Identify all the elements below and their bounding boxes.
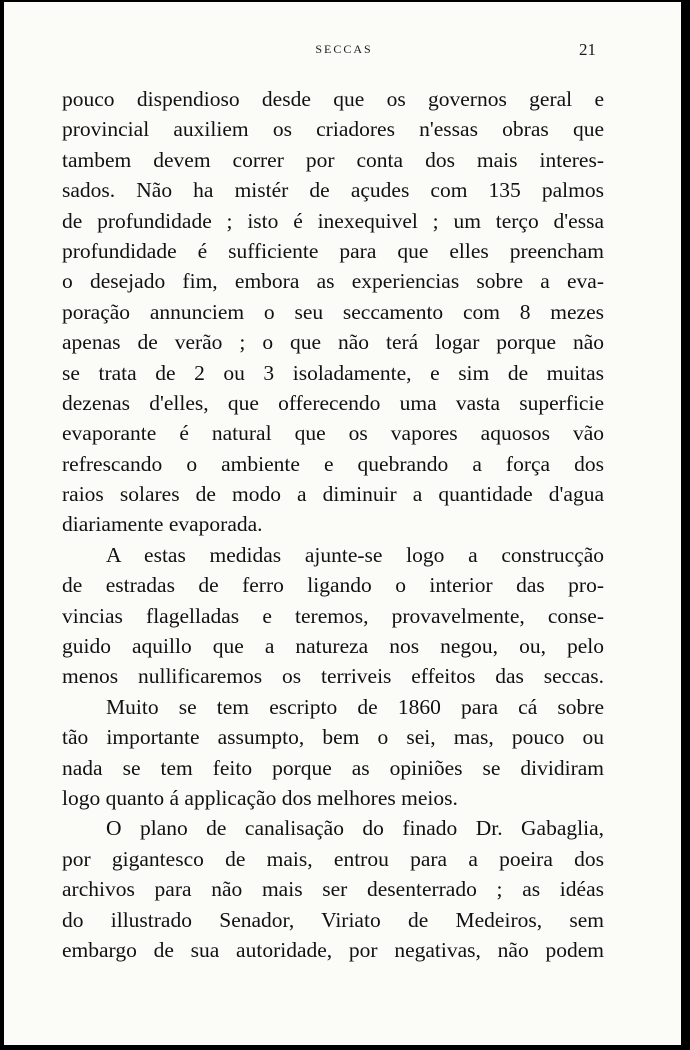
text-line: do illustrado Senador, Viriato de Medeiros, sem [62,907,604,932]
text-line: por gigantesco de mais, entrou para a poeira dos [62,846,604,871]
text-line: se trata de 2 ou 3 isoladamente, e sim de muitas [62,360,604,385]
text-line: menos nullificaremos os terriveis effeitos das seccas. [62,664,604,689]
text-line: sados. Não ha mistér de açudes com 135 palmos [62,178,604,203]
text-line: diariamente evaporada. [62,512,263,537]
text-line: vincias flagelladas e teremos, provavelmente, conse- [62,603,604,628]
page-number: 21 [579,40,596,59]
text-line: tão importante assumpto, bem o sei, mas, pouco ou [62,725,604,750]
text-line: guido aquillo que a natureza nos negou, ou, pelo [62,634,604,659]
text-line: de profundidade ; isto é inexequivel ; um terço d'essa [62,208,604,233]
text-line: pouco dispendioso desde que os governos geral e [62,87,604,111]
text-line: raios solares de modo a diminuir a quantidade d'agua [62,482,604,507]
running-head: SECCAS [315,42,373,56]
book-page [4,2,684,1045]
body-text [62,84,604,965]
text-line: apenas de verão ; o que não terá logar porque não [62,330,604,355]
text-line: tambem devem correr por conta dos mais interes- [62,147,604,172]
text-line: logo quanto á applicação dos melhores meios. [62,785,458,810]
text-line: Muito se tem escripto de 1860 para cá sobre [106,694,604,719]
text-line: archivos para não mais ser desenterrado ; as idéas [62,877,604,902]
text-line: A estas medidas ajunte-se logo a construcção [106,542,604,567]
text-line: o desejado fim, embora as experiencias sobre a eva- [62,269,604,294]
text-line: provincial auxiliem os criadores n'essas obras que [62,117,604,142]
text-line: profundidade é sufficiente para que elles preencham [62,238,604,263]
text-line: embargo de sua autoridade, por negativas, não podem [62,937,604,962]
text-line: dezenas d'elles, que offerecendo uma vasta superficie [62,390,604,415]
text-line: evaporante é natural que os vapores aquosos vão [62,421,604,446]
page-header [4,42,684,66]
text-line: poração annunciem o seu seccamento com 8 mezes [62,299,604,324]
text-line: refrescando o ambiente e quebrando a força dos [62,451,604,476]
text-line: nada se tem feito porque as opiniões se dividiram [62,755,604,780]
text-line: de estradas de ferro ligando o interior das pro- [62,573,604,598]
text-line: O plano de canalisação do finado Dr. Gabaglia, [106,816,604,841]
